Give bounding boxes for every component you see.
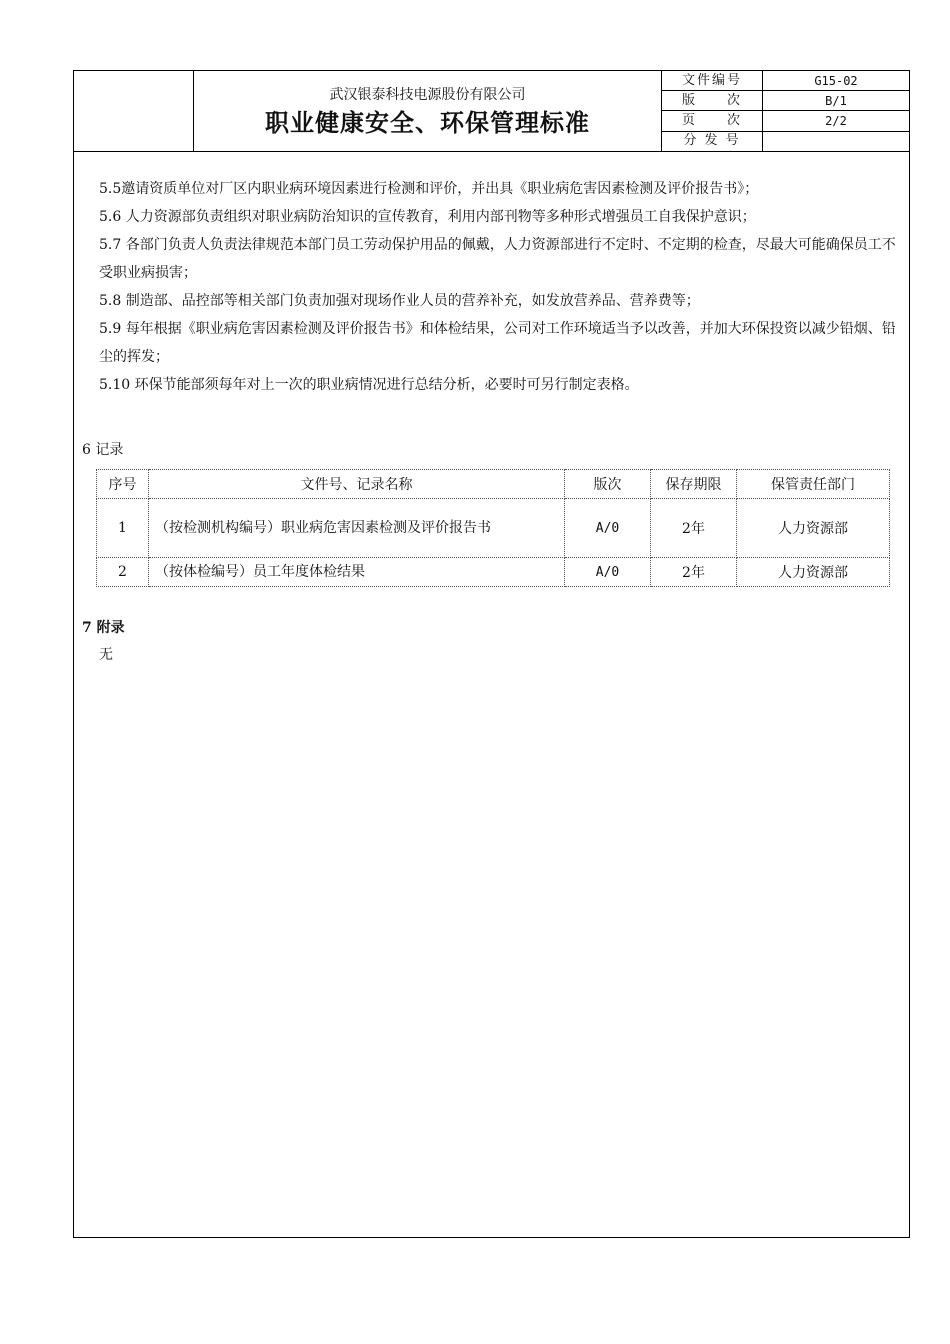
document-title: 职业健康安全、环保管理标准: [265, 109, 590, 137]
document-meta-table: [662, 71, 909, 151]
record-name: （按检测机构编号）职业病危害因素检测及评价报告书: [149, 499, 565, 558]
document-frame: [73, 70, 910, 1238]
meta-label: 版 次: [662, 91, 763, 111]
record-name: （按体检编号）员工年度体检结果: [149, 558, 565, 587]
meta-value: [763, 131, 910, 151]
record-period: 2年: [651, 499, 737, 558]
clause-5-9: 5.9 每年根据《职业病危害因素检测及评价报告书》和体检结果，公司对工作环境适当予以改善，并加大环保投资以减少铅烟、铅尘的挥发；: [99, 321, 896, 365]
record-version: A/0: [565, 499, 651, 558]
clause-5-6: 5.6 人力资源部负责组织对职业病防治知识的宣传教育，利用内部刊物等多种形式增强员工自我保护意识；: [99, 209, 756, 225]
column-header: 保存期限: [651, 470, 737, 499]
records-table: [96, 469, 890, 587]
document-header: [74, 71, 909, 152]
record-version: A/0: [565, 558, 651, 587]
meta-row: [662, 131, 909, 151]
appendix-heading: 7 附录: [82, 620, 125, 636]
column-header: 文件号、记录名称: [149, 470, 565, 499]
meta-value: 2/2: [763, 111, 910, 131]
column-header: 序号: [97, 470, 149, 499]
meta-label: 文件编号: [662, 71, 763, 91]
meta-value: G15-02: [763, 71, 910, 91]
table-row: [97, 499, 890, 558]
records-heading: 6 记录: [82, 442, 124, 458]
meta-row: [662, 111, 909, 131]
clause-5-8: 5.8 制造部、品控部等相关部门负责加强对现场作业人员的营养补充，如发放营养品、营养费等；: [99, 293, 700, 309]
table-row: [97, 558, 890, 587]
row-number: 2: [97, 558, 149, 587]
meta-row: [662, 71, 909, 91]
meta-label: 分 发 号: [662, 131, 763, 151]
meta-label: 页 次: [662, 111, 763, 131]
title-cell: [194, 71, 662, 151]
appendix-text: 无: [99, 647, 113, 663]
logo-cell: [74, 71, 194, 151]
company-name: 武汉银泰科技电源股份有限公司: [329, 87, 526, 103]
table-header-row: [97, 470, 890, 499]
clause-5-5: 5.5邀请资质单位对厂区内职业病环境因素进行检测和评价，并出具《职业病危害因素检测及评价报告书》；: [99, 181, 759, 197]
column-header: 保管责任部门: [737, 470, 890, 499]
column-header: 版次: [565, 470, 651, 499]
meta-row: [662, 91, 909, 111]
clause-5-10: 5.10 环保节能部须每年对上一次的职业病情况进行总结分析，必要时可另行制定表格。: [99, 377, 639, 393]
record-dept: 人力资源部: [737, 499, 890, 558]
meta-value: B/1: [763, 91, 910, 111]
clause-5-7: 5.7 各部门负责人负责法律规范本部门员工劳动保护用品的佩戴，人力资源部进行不定时、不定期的检查，尽最大可能确保员工不受职业病损害；: [99, 237, 896, 281]
row-number: 1: [97, 499, 149, 558]
record-dept: 人力资源部: [737, 558, 890, 587]
record-period: 2年: [651, 558, 737, 587]
